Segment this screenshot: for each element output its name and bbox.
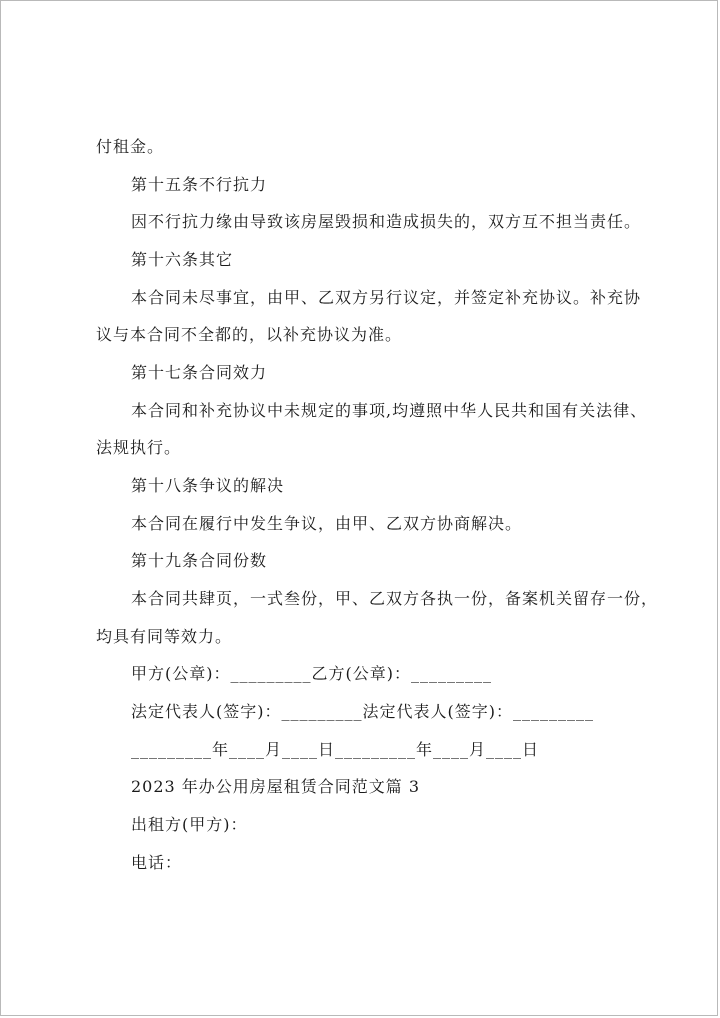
text-line: 议与本合同不全都的，以补充协议为准。: [96, 325, 403, 344]
text-line: 法规执行。: [96, 438, 182, 457]
date-line: _________年____月____日_________年____月____日: [131, 740, 540, 759]
signature-line: 法定代表人(签字)：_________法定代表人(签字)：_________: [131, 702, 594, 721]
section-title: 2023 年办公用房屋租赁合同范文篇 3: [131, 777, 421, 796]
signature-line: 甲方(公章)：_________乙方(公章)：_________: [131, 664, 492, 683]
text-line: 本合同共肆页，一式叁份，甲、乙双方各执一份，备案机关留存一份，: [131, 589, 659, 608]
article-heading: 第十五条不行抗力: [131, 175, 268, 194]
text-line: 均具有同等效力。: [96, 627, 233, 646]
article-heading: 第十八条争议的解决: [131, 476, 285, 495]
text-line: 电话：: [131, 853, 183, 872]
article-heading: 第十六条其它: [131, 250, 234, 269]
text-line: 本合同未尽事宜，由甲、乙双方另行议定，并签定补充协议。补充协: [131, 288, 642, 307]
text-line: 本合同在履行中发生争议，由甲、乙双方协商解决。: [131, 514, 523, 533]
text-line: 付租金。: [96, 137, 165, 156]
article-heading: 第十七条合同效力: [131, 363, 268, 382]
article-heading: 第十九条合同份数: [131, 551, 268, 570]
text-line: 因不行抗力缘由导致该房屋毁损和造成损失的，双方互不担当责任。: [131, 212, 642, 231]
text-line: 出租方(甲方)：: [131, 815, 248, 834]
text-line: 本合同和补充协议中未规定的事项,均遵照中华人民共和国有关法律、: [131, 401, 648, 420]
